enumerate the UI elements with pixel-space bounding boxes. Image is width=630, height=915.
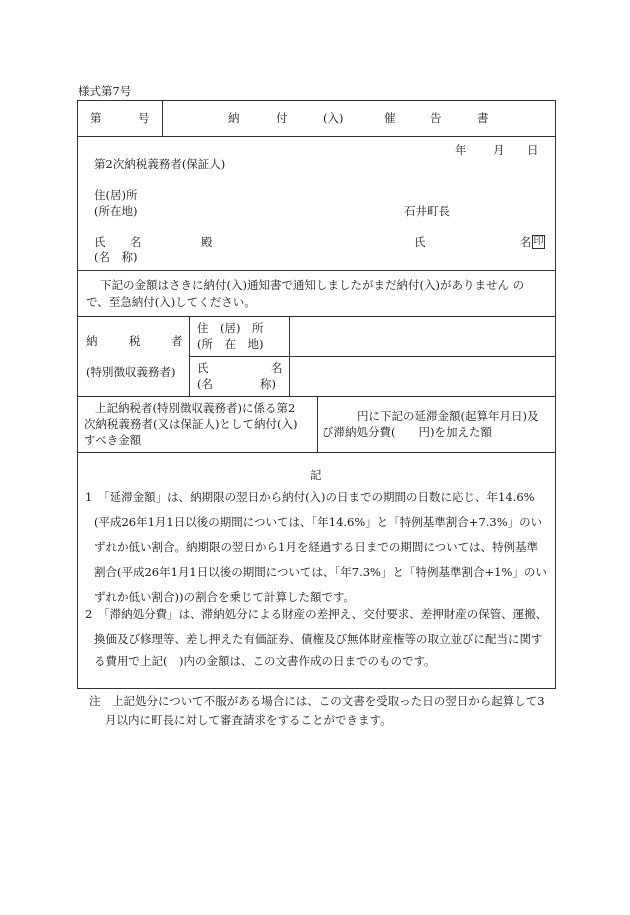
taxpayer-label-2: 税 (129, 334, 141, 348)
title-char-5: 告 (430, 111, 442, 125)
taxpayer-address-a: 住 (居) 所 (197, 321, 264, 335)
form-number: 様式第7号 (78, 84, 132, 98)
header-divider (162, 100, 163, 136)
note-line-5: ずれか低い割合))の割合を乗じて計算した額です。 (94, 590, 356, 604)
note-line-7: 換価及び修理等、差し押えた有価証券、債権及び無体財産権等の取立並びに配当に関す (94, 632, 543, 646)
number-label-2: 号 (138, 111, 150, 125)
taxpayer-label-1: 納 (86, 334, 98, 348)
note-line-8: る費用で上記( )内の金額は、この文書作成の日までのものです。 (94, 654, 436, 668)
addressee-subtitle: 第2次納税義務者(保証人) (94, 157, 226, 171)
rule-addressee (77, 270, 556, 271)
taxpayer-label-sub: (特別徴収義務者) (86, 365, 176, 379)
note-line-4: 割合(平成26年1月1日以後の期間については、「年7.3%」と「特例基準割合+1%」のい (94, 565, 547, 579)
address-label-alt: (所在地) (94, 204, 138, 218)
name-label-2: 名 (130, 235, 142, 249)
amount-left-line-1: 上記納税者(特別徴収義務者)に係る第2 (95, 401, 296, 415)
title-char-4: 催 (384, 111, 396, 125)
date-month: 月 (493, 143, 505, 157)
taxpayer-address-b: (所 在 地) (197, 337, 264, 351)
notice-line-1: 下記の金額はさきに納付(入)通知書で通知しましたがまだ納付(入)がありません の (100, 278, 525, 292)
note-line-1: 1 「延滞金額」は、納期限の翌日から納付(入)の日までの期間の日数に応じ、年14.6% (85, 490, 535, 504)
seal-mark: 印 (533, 236, 544, 247)
amount-right-line-1: 円に下記の延滞金額(起算年月日)及 (357, 409, 539, 423)
note-line-6: 2 「滞納処分費」は、滞納処分による財産の差押え、交付要求、差押財産の保管、運搬、 (85, 607, 548, 621)
issuer-name-1: 氏 (414, 235, 426, 249)
taxpayer-name-a-2: 名 (271, 361, 283, 375)
taxpayer-name-b-2: 称) (260, 377, 276, 391)
rule-taxpayer-mid (189, 356, 556, 357)
notice-line-2: で、至急納付(入)してください。 (86, 295, 256, 309)
amount-divider (317, 396, 318, 452)
rule-header (77, 136, 556, 137)
footer-line-2: 月以内に町長に対して審査請求をすることができます。 (105, 713, 392, 727)
notes-heading: 記 (310, 468, 322, 482)
rule-amount (77, 452, 556, 453)
number-label-1: 第 (90, 111, 102, 125)
title-char-6: 書 (477, 111, 489, 125)
taxpayer-label-3: 者 (171, 334, 183, 348)
date-year: 年 (455, 143, 467, 157)
note-line-2: (平成26年1月1日以後の期間については、「年14.6%」と「特例基準割合+7.3%」のい (94, 515, 543, 529)
honorific: 殿 (201, 235, 213, 249)
date-day: 日 (527, 143, 539, 157)
name-label-alt: (名 称) (94, 250, 138, 264)
taxpayer-name-b-1: (名 (197, 377, 213, 391)
note-line-3: ずれか低い割合。納期限の翌日から1月を経過する日までの期間については、特例基準 (94, 540, 539, 554)
footer-line-1: 注 上記処分について不服がある場合には、この文書を受取った日の翌日から起算して3 (89, 694, 545, 708)
title-char-2: 付 (276, 111, 288, 125)
amount-left-line-3: すべき金額 (84, 433, 142, 447)
address-label: 住(居)所 (94, 188, 138, 202)
title-char-3: (入) (323, 111, 344, 125)
amount-left-line-2: 次納税義務者(又は保証人)として納付(入) (84, 417, 298, 431)
title-char-1: 納 (228, 111, 240, 125)
rule-notice (77, 316, 556, 317)
amount-right-line-2: び滞納処分費( 円)を加えた額 (322, 425, 492, 439)
taxpayer-name-a-1: 氏 (197, 361, 209, 375)
name-label-1: 氏 (94, 235, 106, 249)
issuer-title: 石井町長 (404, 204, 450, 218)
issuer-name-2: 名 (520, 235, 532, 249)
